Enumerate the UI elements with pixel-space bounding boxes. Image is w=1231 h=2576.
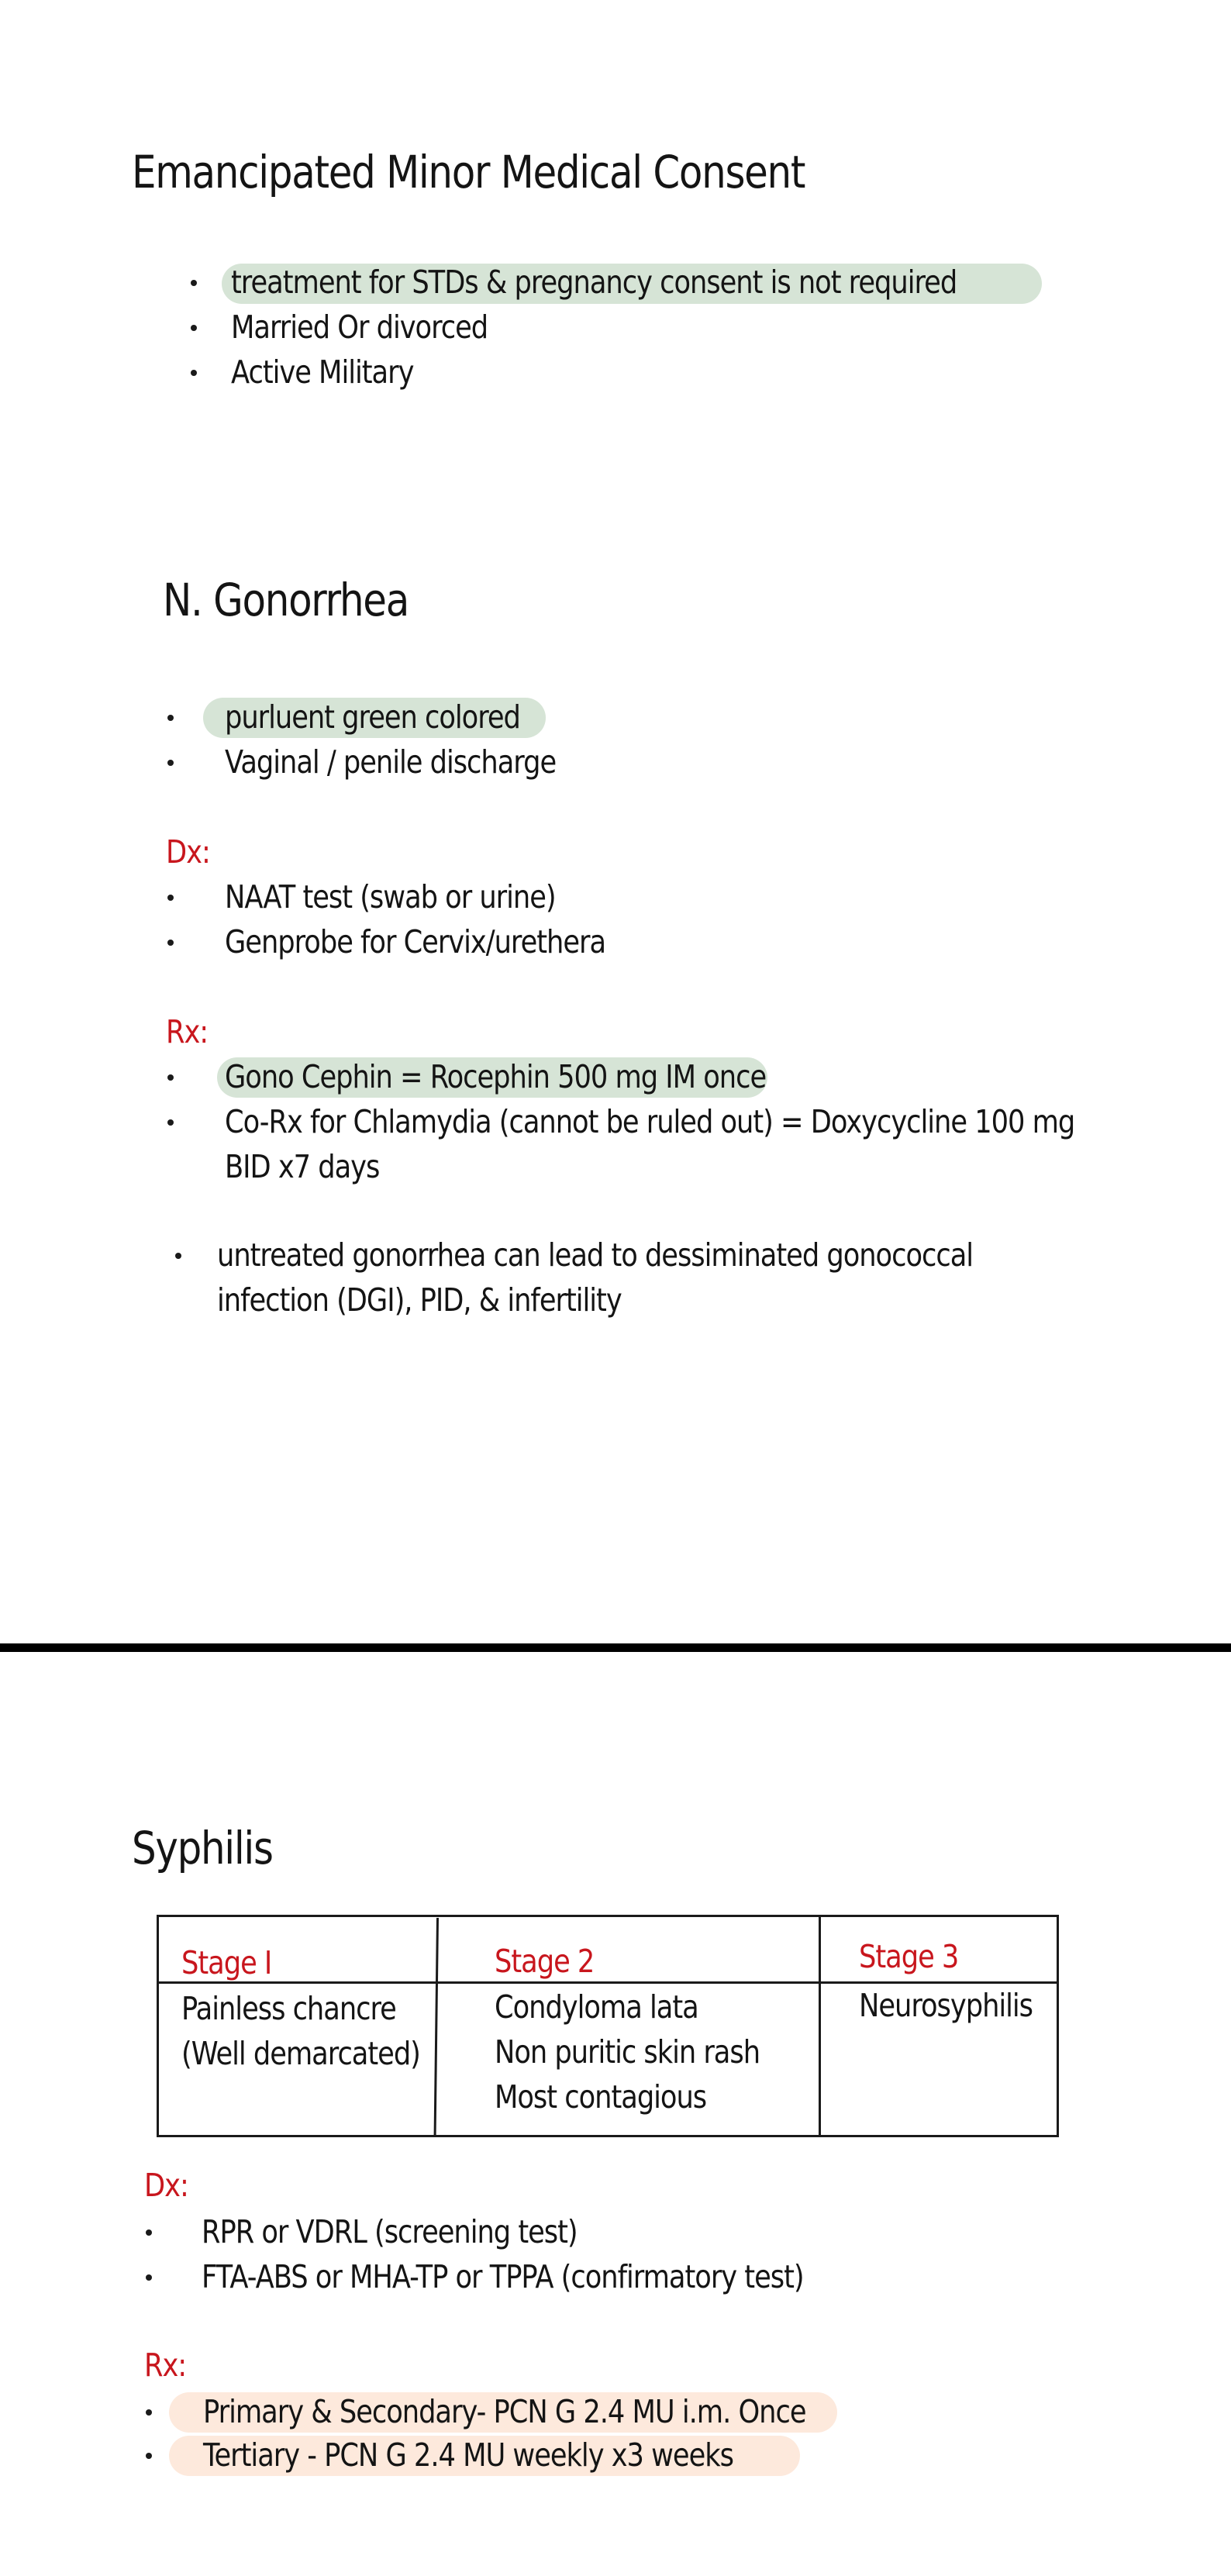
- list-item-continuation: BID x7 days: [225, 1148, 380, 1185]
- list-item: purluent green colored: [225, 698, 520, 736]
- list-item: treatment for STDs & pregnancy consent is not required: [231, 264, 957, 301]
- list-item: Married Or divorced: [231, 309, 488, 346]
- rx-label: Rx:: [144, 2347, 187, 2384]
- note-line: untreated gonorrhea can lead to dessiminated gonococcal: [217, 1236, 974, 1274]
- list-item: Tertiary - PCN G 2.4 MU weekly x3 weeks: [203, 2436, 733, 2474]
- table-cell: Most contagious: [495, 2078, 707, 2116]
- list-item: FTA-ABS or MHA-TP or TPPA (confirmatory test): [202, 2258, 804, 2295]
- section-divider: [0, 1643, 1231, 1652]
- list-item: Genprobe for Cervix/urethera: [225, 923, 606, 960]
- table-border-right: [1057, 1915, 1059, 2137]
- list-item: Vaginal / penile discharge: [225, 743, 557, 781]
- table-cell: Condyloma lata: [495, 1988, 698, 2026]
- list-item: Co-Rx for Chlamydia (cannot be ruled out) = Doxycycline 100 mg: [225, 1103, 1075, 1140]
- emancipated-minor-title: Emancipated Minor Medical Consent: [132, 146, 805, 198]
- table-col-divider: [434, 1918, 439, 2136]
- bullet: [191, 370, 197, 376]
- list-item: Primary & Secondary- PCN G 2.4 MU i.m. Once: [203, 2393, 806, 2430]
- syphilis-title: Syphilis: [132, 1822, 273, 1874]
- bullet: [146, 2274, 152, 2281]
- table-col-divider: [819, 1915, 821, 2135]
- list-item: Active Military: [231, 353, 414, 391]
- table-cell: Painless chancre: [181, 1990, 396, 2027]
- bullet: [167, 760, 174, 766]
- note-line: infection (DGI), PID, & infertility: [217, 1281, 622, 1319]
- list-item: NAAT test (swab or urine): [225, 878, 556, 916]
- bullet: [167, 940, 174, 946]
- table-header-stage-1: Stage I: [181, 1944, 272, 1981]
- gonorrhea-title: N. Gonorrhea: [163, 574, 409, 626]
- rx-label: Rx:: [166, 1013, 209, 1050]
- table-cell: Non puritic skin rash: [495, 2033, 760, 2071]
- table-header-stage-2: Stage 2: [495, 1943, 595, 1980]
- table-border-left: [157, 1915, 159, 2137]
- table-cell: (Well demarcated): [181, 2035, 420, 2072]
- list-item: RPR or VDRL (screening test): [202, 2213, 578, 2250]
- list-item: Gono Cephin = Rocephin 500 mg IM once: [225, 1058, 767, 1095]
- dx-label: Dx:: [166, 833, 210, 871]
- table-border-top: [157, 1915, 1059, 1917]
- bullet: [191, 325, 197, 331]
- bullet: [175, 1253, 181, 1259]
- table-header-stage-3: Stage 3: [859, 1938, 959, 1975]
- bullet: [146, 2229, 152, 2236]
- table-border-bottom: [157, 2135, 1059, 2137]
- dx-label: Dx:: [144, 2167, 188, 2204]
- bullet: [146, 2409, 152, 2416]
- bullet: [167, 895, 174, 901]
- bullet: [191, 280, 197, 286]
- bullet: [167, 715, 174, 721]
- bullet: [167, 1074, 174, 1081]
- bullet: [167, 1119, 174, 1126]
- table-cell: Neurosyphilis: [859, 1987, 1033, 2024]
- bullet: [146, 2453, 152, 2459]
